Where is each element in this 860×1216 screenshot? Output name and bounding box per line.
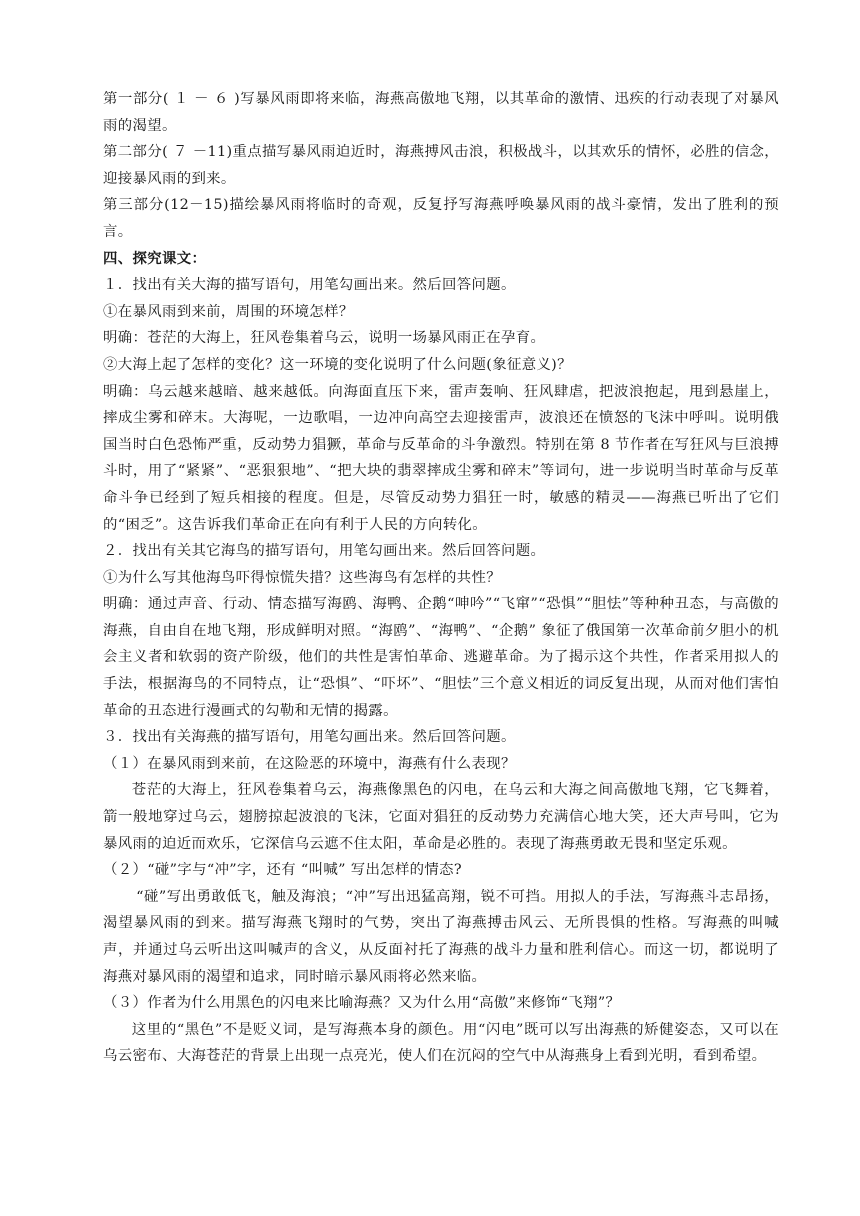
paragraph-part-three: 第三部分(12－15)描绘暴风雨将临时的奇观，反复抒写海燕呼唤暴风雨的战斗豪情，发出了胜利的预言。: [103, 197, 779, 240]
question-3-sub-2: （２）“碰”字与“冲”字，还有 “叫喊” 写出怎样的情态?: [103, 862, 462, 879]
answer-3-sub-1: 苍茫的大海上，狂风卷集着乌云，海燕像黑色的闪电，在乌云和大海之间高傲地飞翔，它飞舞着，箭一般地穿过乌云，翅膀掠起波浪的飞沫，它面对猖狂的反动势力充满信心地大笑，还大声号叫，它为暴风雨的迫近而欢乐，它深信乌云遮不住太阳，革命是必胜的。表现了海燕勇敢无畏和坚定乐观。: [103, 782, 779, 852]
question-2: ２．找出有关其它海鸟的描写语句，用笔勾画出来。然后回答问题。: [103, 543, 546, 560]
question-3-sub-3: （３）作者为什么用黑色的闪电来比喻海燕？又为什么用“高傲”来修饰“飞翔”？: [103, 995, 621, 1012]
answer-3-sub-3: 这里的“黑色”不是贬义词，是写海燕本身的颜色。用“闪电”既可以写出海燕的矫健姿态，又可以在乌云密布、大海苍茫的背景上出现一点亮光，使人们在沉闷的空气中从海燕身上看到光明，看到希望。: [103, 1021, 779, 1065]
question-3: ３．找出有关海燕的描写语句，用笔勾画出来。然后回答问题。: [103, 729, 516, 746]
question-1: １．找出有关大海的描写语句，用笔勾画出来。然后回答问题。: [103, 277, 516, 294]
paragraph-part-one: 第一部分( １ － ６ )写暴风雨即将来临，海燕高傲地飞翔，以其革命的激情、迅疾的行动表现了对暴风雨的渴望。: [103, 91, 779, 134]
answer-2-sub-1: 明确：通过声音、行动、情态描写海鸥、海鸭、企鹅“呻吟”“飞窜”“恐惧”“胆怯”等种种丑态，与高傲的海燕，自由自在地飞翔，形成鲜明对照。“海鸥”、“海鸭”、“企鹅” 象征了俄国第一次革命前夕胆小的机会主义者和软弱的资产阶级，他们的共性是害怕革命、逃避革命。为了揭示这个共性，作者采用拟人的手法，根据海鸟的不同特点，让“恐惧”、“吓坏”、“胆怯”三个意义相近的词反复出现，从而对他们害怕革命的丑态进行漫画式的勾勒和无情的揭露。: [103, 596, 779, 719]
document-page: [103, 86, 779, 1070]
answer-3-sub-2: “碰”写出勇敢低飞，触及海浪；“冲”写出迅猛高翔，锐不可挡。用拟人的手法，写海燕斗志昂扬，渴望暴风雨的到来。描写海燕飞翔时的气势，突出了海燕搏击风云、无所畏惧的性格。写海燕的叫喊声，并通过乌云听出这叫喊声的含义，从反面衬托了海燕的战斗力量和胜利信心。而这一切，都说明了海燕对暴风雨的渴望和追求，同时暗示暴风雨将必然来临。: [103, 888, 779, 985]
question-1-sub-1: ①在暴风雨到来前，周围的环境怎样？: [103, 303, 354, 320]
question-2-sub-1: ①为什么写其他海鸟吓得惊慌失措？这些海鸟有怎样的共性？: [103, 569, 501, 586]
paragraph-part-two: 第二部分( ７ －11)重点描写暴风雨迫近时，海燕搏风击浪，积极战斗，以其欢乐的情怀，必胜的信念，迎接暴风雨的到来。: [103, 144, 779, 187]
question-1-sub-2: ②大海上起了怎样的变化？这一环境的变化说明了什么问题(象征意义)？: [103, 356, 572, 373]
section-heading: 四、探究课文：: [103, 249, 207, 267]
answer-1-sub-1: 明确：苍茫的大海上，狂风卷集着乌云，说明一场暴风雨正在孕育。: [103, 330, 546, 347]
question-3-sub-1: （１）在暴风雨到来前，在这险恶的环境中，海燕有什么表现？: [103, 755, 516, 772]
answer-1-sub-2: 明确：乌云越来越暗、越来越低。向海面直压下来，雷声轰响、狂风肆虐，把波浪抱起，甩到悬崖上，摔成尘雾和碎末。大海呢，一边歌唱，一边冲向高空去迎接雷声，波浪还在愤怒的飞沫中呼叫。说明俄国当时白色恐怖严重，反动势力猖獗，革命与反革命的斗争激烈。特别在第 8 节作者在写狂风与巨浪搏斗时，用了“紧紧”、“恶狠狠地”、“把大块的翡翠摔成尘雾和碎末”等词句，进一步说明当时革命与反革命斗争已经到了短兵相接的程度。但是，尽管反动势力猖狂一时，敏感的精灵——海燕已听出了它们的“困乏”。这告诉我们革命正在向有利于人民的方向转化。: [103, 383, 779, 533]
